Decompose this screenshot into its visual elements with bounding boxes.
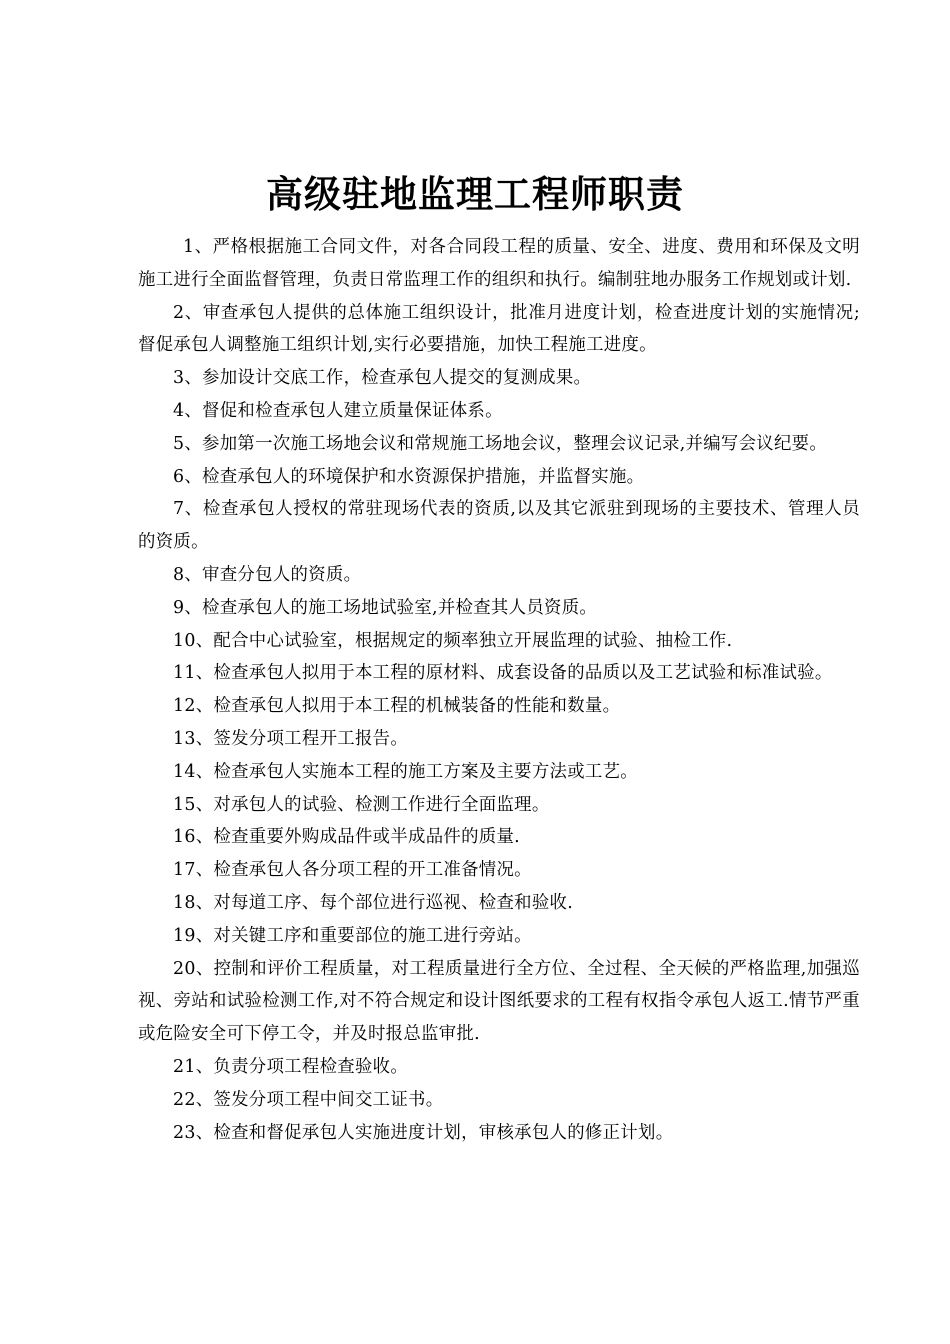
duty-item-10: 10、配合中心试验室，根据规定的频率独立开展监理的试验、抽检工作. [173, 630, 733, 651]
duty-item-12: 12、检查承包人拟用于本工程的机械装备的性能和数量。 [173, 696, 621, 717]
duty-item-14: 14、检查承包人实施本工程的施工方案及主要方法或工艺。 [173, 761, 638, 782]
duty-item-18: 18、对每道工序、每个部位进行巡视、检查和验收. [173, 892, 574, 913]
duty-item-9: 9、检查承包人的施工场地试验室,并检查其人员资质。 [173, 597, 598, 618]
duty-item-7: 7、检查承包人授权的常驻现场代表的资质,以及其它派驻到现场的主要技术、管理人员的资质。 [138, 499, 860, 553]
duty-item-11: 11、检查承包人拟用于本工程的原材料、成套设备的品质以及工艺试验和标准试验。 [173, 663, 833, 684]
duty-item-19: 19、对关键工序和重要部位的施工进行旁站。 [173, 925, 532, 946]
duty-item-16: 16、检查重要外购成品件或半成品件的质量. [173, 827, 520, 848]
duty-item-4: 4、督促和检查承包人建立质量保证体系。 [173, 400, 503, 421]
duty-item-3: 3、参加设计交底工作，检查承包人提交的复测成果。 [173, 368, 592, 389]
duty-item-17: 17、检查承包人各分项工程的开工准备情况。 [173, 860, 532, 881]
duty-item-5: 5、参加第一次施工场地会议和常规施工场地会议，整理会议记录,并编写会议纪要。 [173, 433, 828, 454]
duty-item-20: 20、控制和评价工程质量，对工程质量进行全方位、全过程、全天候的严格监理,加强巡视、旁站和试验检测工作,对不符合规定和设计图纸要求的工程有权指令承包人返工.情节严重或危险安全可下停工令，并及时报总监审批. [138, 958, 860, 1045]
document-title: 高级驻地监理工程师职责 [266, 172, 684, 216]
duty-item-21: 21、负责分项工程检查验收。 [173, 1056, 409, 1077]
duty-item-23: 23、检查和督促承包人实施进度计划，审核承包人的修正计划。 [173, 1122, 674, 1143]
duty-item-1: 1、严格根据施工合同文件，对各合同段工程的质量、安全、进度、费用和环保及文明施工进行全面监督管理，负责日常监理工作的组织和执行。编制驻地办服务工作规划或计划. [138, 237, 860, 290]
duty-item-2: 2、审查承包人提供的总体施工组织设计，批准月进度计划，检查进度计划的实施情况;督促承包人调整施工组织计划,实行必要措施，加快工程施工进度。 [138, 302, 860, 356]
duty-item-8: 8、审查分包人的资质。 [173, 564, 362, 585]
duty-item-13: 13、签发分项工程开工报告。 [173, 728, 409, 749]
duty-item-6: 6、检查承包人的环境保护和水资源保护措施，并监督实施。 [173, 466, 645, 487]
duty-list [138, 231, 860, 1149]
duty-item-15: 15、对承包人的试验、检测工作进行全面监理。 [173, 794, 550, 815]
duty-item-22: 22、签发分项工程中间交工证书。 [173, 1089, 444, 1110]
